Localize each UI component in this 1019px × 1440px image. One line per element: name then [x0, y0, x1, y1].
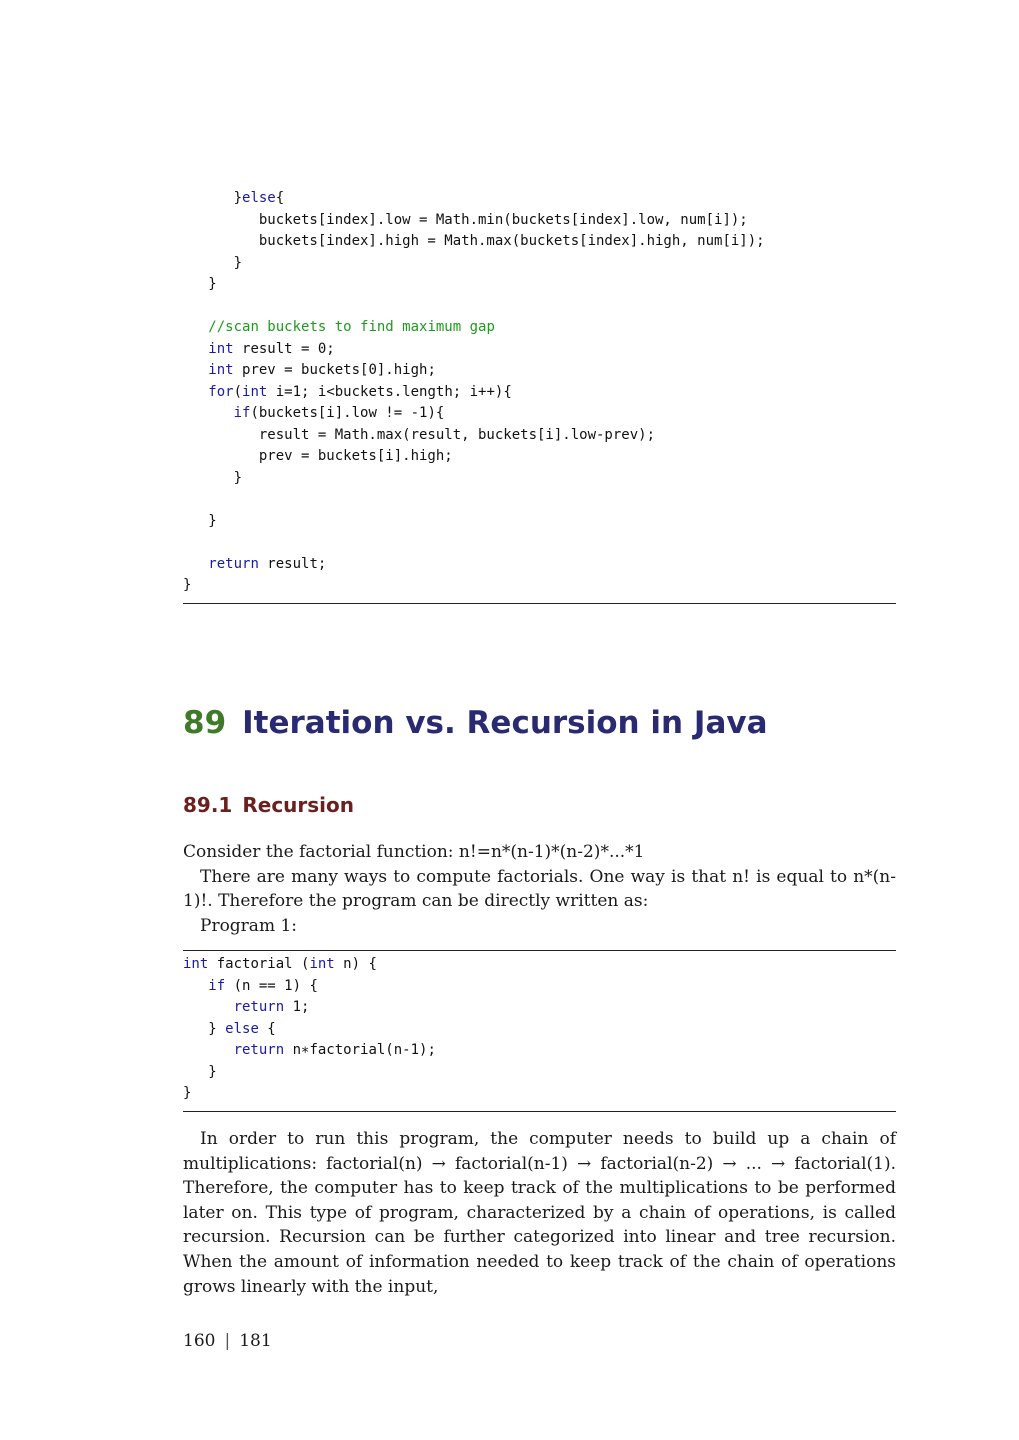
code-line — [183, 403, 896, 425]
code-text: (buckets[i].low != -1){ — [250, 405, 445, 421]
code-text: buckets[index].low = Math.min(buckets[index].low, num[i]); — [183, 211, 748, 228]
code-keyword: if — [233, 405, 251, 421]
page-number: 160 — [183, 1331, 216, 1351]
code-text: result; — [258, 555, 327, 572]
code-text: prev = buckets[0].high; — [233, 362, 436, 378]
code-text: } — [183, 1085, 192, 1101]
code-keyword: return — [233, 1042, 285, 1058]
section-number: 89.1 — [183, 793, 233, 817]
code-line — [183, 1040, 896, 1062]
chapter-heading — [183, 705, 768, 741]
page-footer — [183, 1331, 272, 1351]
code-line — [183, 317, 896, 339]
code-text — [183, 556, 208, 572]
section-heading — [183, 793, 354, 817]
code-text — [183, 362, 208, 378]
code-line — [183, 339, 896, 361]
code-text: { — [258, 1020, 276, 1037]
code-text: ( — [233, 383, 243, 400]
paragraph-factorial-ways: There are many ways to compute factorials. One way is that n! is equal to n*(n-1)!. Therefore the program can be directly written as: — [183, 866, 896, 912]
footer-separator: | — [224, 1331, 231, 1351]
code-text — [183, 341, 208, 357]
paragraph-factorial-definition: Consider the factorial function: n!=n*(n-1)*(n-2)*...*1 — [183, 842, 645, 862]
code-line — [183, 554, 896, 576]
code-text — [183, 319, 208, 335]
code-line — [183, 1083, 896, 1105]
code-text: } — [183, 1020, 226, 1037]
code-keyword: else — [225, 1020, 259, 1037]
code-line — [183, 511, 896, 533]
code-line — [183, 446, 896, 468]
code-line — [183, 976, 896, 998]
code-comment: //scan buckets to find maximum gap — [208, 319, 495, 335]
code-block-factorial — [183, 954, 896, 1105]
section-title: Recursion — [242, 793, 355, 817]
code-line — [183, 253, 896, 275]
code-keyword: return — [233, 999, 285, 1015]
code-line — [183, 188, 896, 210]
code-keyword: return — [208, 555, 259, 572]
code-line — [183, 468, 896, 490]
code-text: { — [275, 190, 285, 206]
code-keyword: int — [242, 383, 268, 400]
code-block-bottom-rule — [183, 1111, 896, 1112]
code-line — [183, 1062, 896, 1084]
code-text — [183, 384, 208, 400]
code-text: } — [183, 577, 192, 593]
code-text: 1; — [284, 999, 310, 1015]
code-text: factorial ( — [208, 956, 310, 972]
chapter-title: Iteration vs. Recursion in Java — [242, 705, 768, 741]
code-text: n∗factorial(n-1); — [284, 1042, 436, 1058]
code-line — [183, 954, 896, 976]
code-line — [183, 1019, 896, 1041]
code-text — [183, 978, 208, 994]
code-text: (n == 1) { — [225, 977, 318, 994]
code-text: } — [183, 469, 243, 486]
code-keyword: for — [208, 383, 234, 400]
code-line — [183, 296, 896, 318]
code-block-bottom-rule — [183, 603, 896, 604]
code-text: result = 0; — [233, 340, 335, 357]
code-line — [183, 997, 896, 1019]
code-text: n) { — [334, 956, 377, 972]
code-text — [183, 999, 234, 1015]
code-line — [183, 532, 896, 554]
code-text: i=1; i<buckets.length; i++){ — [267, 383, 512, 400]
code-text — [183, 1042, 234, 1058]
chapter-number: 89 — [183, 705, 227, 741]
paragraph-recursion-explanation: In order to run this program, the computer needs to build up a chain of multiplications: factorial(n) → factorial(n-1) → factorial(n-2) → ... → factorial(1). Therefore, the computer has to keep track of the multiplications to be performed later on. This type of program, characterized by a chain of operations, is called recursion. Recursion can be further categorized into linear and tree recursion. When the amount of information needed to keep track of the chain of operations grows linearly with the input, — [183, 1129, 896, 1297]
code-keyword: int — [208, 340, 234, 357]
code-line — [183, 231, 896, 253]
code-text: buckets[index].high = Math.max(buckets[index].high, num[i]); — [183, 233, 765, 249]
code-block-top-rule — [183, 950, 896, 951]
code-text: } — [183, 512, 217, 529]
code-text: } — [183, 1063, 217, 1080]
code-line — [183, 489, 896, 511]
code-text: prev = buckets[i].high; — [183, 448, 453, 464]
code-text: } — [183, 254, 243, 271]
page-total: 181 — [239, 1331, 272, 1351]
code-text: result = Math.max(result, buckets[i].low-prev); — [183, 426, 656, 443]
code-keyword: int — [309, 956, 335, 972]
code-line — [183, 210, 896, 232]
code-block-max-gap — [183, 188, 896, 597]
code-line — [183, 425, 896, 447]
code-line — [183, 360, 896, 382]
code-text — [183, 405, 234, 421]
code-text: } — [183, 190, 243, 206]
code-keyword: else — [242, 190, 276, 206]
code-line — [183, 274, 896, 296]
code-line — [183, 575, 896, 597]
code-keyword: int — [183, 956, 209, 972]
code-keyword: int — [208, 362, 234, 378]
code-text: } — [183, 276, 217, 292]
paragraph-program-label: Program 1: — [200, 915, 298, 936]
code-keyword: if — [208, 977, 226, 994]
code-line — [183, 382, 896, 404]
